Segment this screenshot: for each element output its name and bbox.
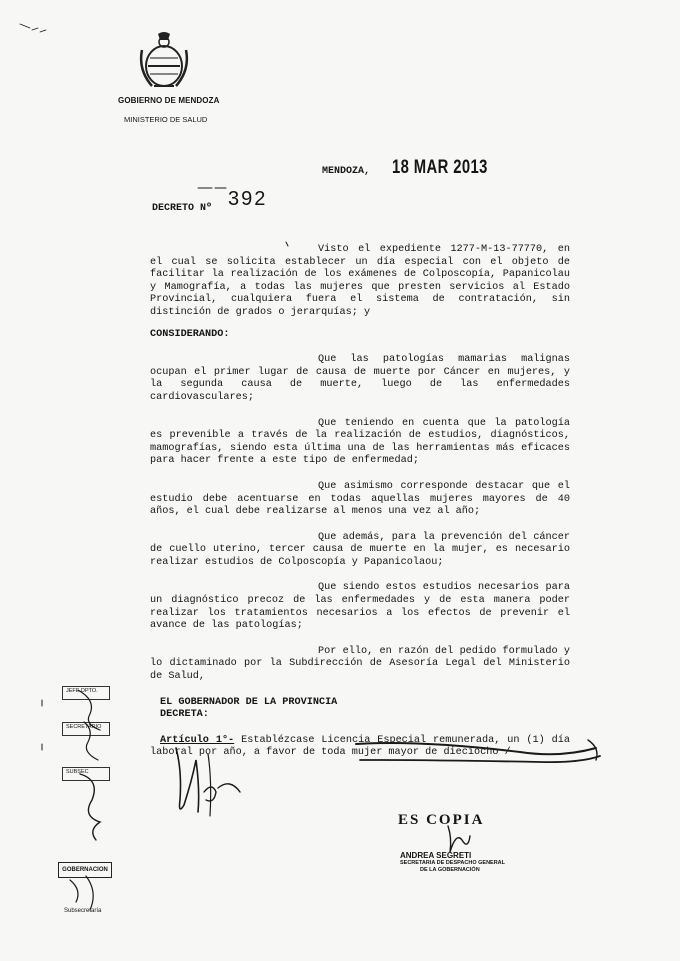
- considerando-paragraph-5: Que siendo estos estudios necesarios para un diagnóstico precoz de las enfermedades y de esta manera poder realizar los tratamientos necesarios a los efectos de prevenir el avance de las patologías;: [150, 582, 570, 632]
- stamp-label-3: SUBSEC: [66, 769, 89, 775]
- signatory-role-line-2: DE LA GOBERNACIÓN: [420, 867, 480, 873]
- decree-body: [150, 244, 570, 760]
- subsecretaria-label: Subsecretaría: [64, 908, 102, 914]
- article-1: [150, 735, 570, 760]
- considerando-paragraph-6: Por ello, en razón del pedido formulado y lo dictaminado por la Subdirección de Asesoría Legal del Ministerio de Salud,: [150, 645, 570, 683]
- decree-number: 392: [228, 188, 268, 210]
- gobernacion-stamp: GOBERNACION: [58, 862, 112, 878]
- decreta-heading: DECRETA:: [160, 709, 209, 721]
- considerando-paragraph-2: Que teniendo en cuenta que la patología es prevenible a través de la realización de estudios, diagnósticos, mamografías, siendo esta última una de las herramientas más eficaces para hacer frente a este tipo de enfermedad;: [150, 417, 570, 467]
- stamp-label-1: JEFE DPTO.: [66, 688, 98, 694]
- visto-paragraph: Visto el expediente 1277-M-13-77770, en el cual se solicita establecer un día especial con el objeto de facilitar la realización de los exámenes de Colposcopía, Papanicolau y Mamografía, a todas las mujeres que presten servicios al Estado Provincial, cualquiera fuera el sistema de contratación, sin distinción de grados o jerarquías; y: [150, 244, 570, 318]
- article-1-title: Artículo 1°-: [160, 734, 235, 746]
- governor-heading: EL GOBERNADOR DE LA PROVINCIA: [160, 696, 338, 708]
- government-name: GOBIERNO DE MENDOZA: [118, 96, 220, 105]
- considerando-paragraph-1: Que las patologías mamarias malignas ocupan el primer lugar de causa de muerte por Cáncer en mujeres, y la segunda causa de muerte, luego de las enfermedades cardiovasculares;: [150, 354, 570, 403]
- signatory-name: ANDREA SEGRETI: [400, 851, 472, 860]
- signatory-role-line-1: SECRETARIA DE DESPACHO GENERAL: [400, 860, 506, 866]
- considerando-paragraph-3: Que asimismo corresponde destacar que el estudio debe acentuarse en todas aquellas mujeres mayores de 40 años, el cual debe realizarse al menos una vez al año;: [150, 480, 570, 518]
- considerando-heading: CONSIDERANDO:: [150, 328, 230, 340]
- article-1-text: Establézcase Licencia Especial remunerada, un (1) día laboral por año, a favor de toda mujer mayor de dieciocho /: [150, 734, 570, 759]
- stamp-label-2: SECRETARIO: [66, 724, 102, 730]
- province-coat-of-arms-icon: [138, 30, 190, 92]
- considerando-paragraph-4: Que además, para la prevención del cáncer de cuello uterino, tercer causa de muerte en la mujer, es necesario realizar estudios de Colposcopía y Papanicolaou;: [150, 531, 570, 568]
- es-copia-stamp: ES COPIA: [398, 812, 485, 828]
- date-stamp: 18 MAR 2013: [392, 157, 488, 178]
- decree-label: DECRETO Nº: [152, 203, 213, 214]
- city-label: MENDOZA,: [322, 166, 371, 177]
- ministry-name: MINISTERIO DE SALUD: [124, 115, 208, 124]
